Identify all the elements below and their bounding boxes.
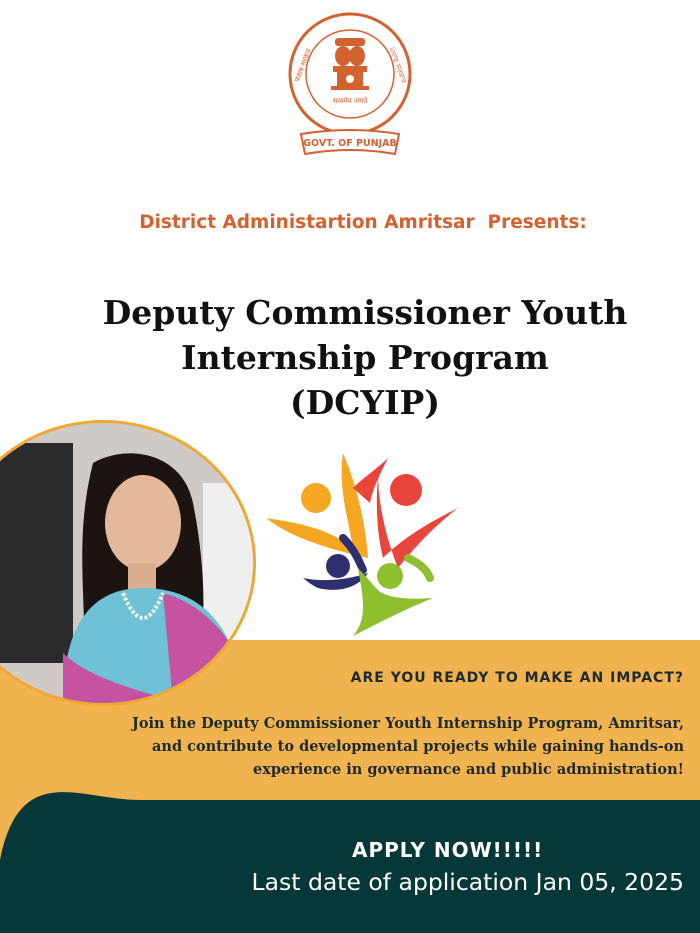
callout-body: Join the Deputy Commissioner Youth Internship Program, Amritsar, and contribute to developmental projects while gaining hands-on experience in governance and public administration! — [131, 715, 684, 778]
emblem-left-text: पंजाब सरकार — [293, 47, 313, 84]
emblem-ribbon-text: GOVT. OF PUNJAB — [303, 138, 397, 149]
govt-punjab-emblem — [283, 8, 418, 168]
callout-heading: ARE YOU READY TO MAKE AN IMPACT? — [350, 670, 684, 686]
presents-line: District Administartion Amritsar Presents: — [139, 212, 587, 233]
last-date-text: Last date of application Jan 05, 2025 — [251, 868, 684, 896]
apply-now-text: APPLY NOW!!!!! — [352, 838, 544, 862]
title-line-1: Deputy Commissioner Youth — [102, 293, 628, 332]
youth-people-logo — [258, 448, 468, 638]
emblem-right-text: ਪੰਜਾਬ ਸਰਕਾਰ — [387, 46, 409, 85]
title-line-2: Internship Program — [181, 338, 549, 377]
emblem-motto: सत्यमेव जयते — [332, 97, 368, 105]
page-title — [30, 290, 700, 425]
title-line-3: (DCYIP) — [290, 383, 440, 422]
